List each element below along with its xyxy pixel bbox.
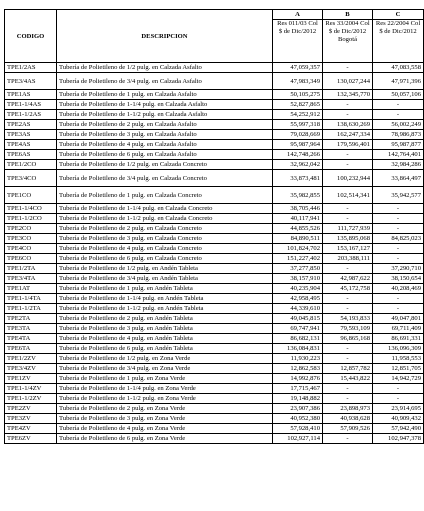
value-a-cell: 14,992,876 (273, 374, 323, 384)
value-b-cell: - (323, 100, 373, 110)
code-cell: TPE4CO (5, 244, 57, 254)
description-cell: Tubería de Polietileno de 6 pulg. en Andén Tableta (57, 344, 273, 354)
description-cell: Tubería de Polietileno de 4 pulg. en Andén Tableta (57, 334, 273, 344)
description-cell: Tubería de Polietileno de 1 pulg. en Calzada Asfalto (57, 90, 273, 100)
table-row (5, 204, 424, 214)
price-table-sheet (4, 9, 423, 444)
code-cell: TPE3AS (5, 130, 57, 140)
value-b-cell: 100,232,944 (323, 170, 373, 187)
column-c-letter: C (373, 10, 424, 20)
table-row (5, 434, 424, 444)
code-cell: TPE2CO (5, 224, 57, 234)
value-a-cell: 136,084,831 (273, 344, 323, 354)
table-row (5, 394, 424, 404)
value-b-cell: - (323, 214, 373, 224)
value-c-cell: 37,290,710 (373, 264, 424, 274)
value-a-cell: 54,252,912 (273, 110, 323, 120)
table-row (5, 334, 424, 344)
code-cell: TPE6TA (5, 344, 57, 354)
value-b-cell: - (323, 110, 373, 120)
value-c-cell: 57,942,490 (373, 424, 424, 434)
value-b-cell: 12,857,782 (323, 364, 373, 374)
value-a-cell: 55,997,318 (273, 120, 323, 130)
description-cell: Tubería de Polietileno de 4 pulg. en Calzada Concreto (57, 244, 273, 254)
value-a-cell: 50,105,275 (273, 90, 323, 100)
value-a-cell: 79,028,669 (273, 130, 323, 140)
description-cell: Tubería de Polietileno de 6 pulg. en Calzada Concreto (57, 254, 273, 264)
description-cell: Tubería de Polietileno de 3 pulg. en Calzada Asfalto (57, 130, 273, 140)
code-cell: TPE1/2AS (5, 63, 57, 73)
code-cell: TPE2TA (5, 314, 57, 324)
value-a-cell: 37,277,850 (273, 264, 323, 274)
code-cell: TPE1-1/4CO (5, 204, 57, 214)
value-b-cell: - (323, 150, 373, 160)
description-cell: Tubería de Polietileno de 3/4 pulg. en Calzada Asfalto (57, 73, 273, 90)
code-cell: TPE1AT (5, 284, 57, 294)
description-cell: Tubería de Polietileno de 3/4 pulg. en Zona Verde (57, 364, 273, 374)
value-a-cell: 102,927,114 (273, 434, 323, 444)
table-row (5, 73, 424, 90)
table-row (5, 284, 424, 294)
code-cell: TPE3/4AS (5, 73, 57, 90)
table-row (5, 424, 424, 434)
value-b-cell: - (323, 160, 373, 170)
description-cell: Tubería de Polietileno de 3 pulg. en Calzada Concreto (57, 234, 273, 244)
code-cell: TPE1/2TA (5, 264, 57, 274)
value-c-cell: 47,971,396 (373, 73, 424, 90)
code-cell: TPE2ZV (5, 404, 57, 414)
value-a-cell: 35,982,855 (273, 187, 323, 204)
value-a-cell: 40,952,380 (273, 414, 323, 424)
description-cell: Tubería de Polietileno de 2 pulg. en Andén Tableta (57, 314, 273, 324)
value-c-cell: 50,057,106 (373, 90, 424, 100)
description-cell: Tubería de Polietileno de 1-1/4 pulg. en Calzada Asfalto (57, 100, 273, 110)
value-c-cell: 11,958,553 (373, 354, 424, 364)
code-cell: TPE1ZV (5, 374, 57, 384)
value-c-cell: - (373, 214, 424, 224)
value-c-cell: 35,942,577 (373, 187, 424, 204)
table-row (5, 120, 424, 130)
value-c-cell: 56,002,249 (373, 120, 424, 130)
column-b-source: Res 33/2004 Col $ de Dic/2012 Bogotá (323, 20, 373, 63)
value-c-cell: 86,691,331 (373, 334, 424, 344)
description-cell: Tubería de Polietileno de 1-1/2 pulg. en Calzada Concreto (57, 214, 273, 224)
description-cell: Tubería de Polietileno de 1/2 pulg. en Calzada Asfalto (57, 63, 273, 73)
code-cell: TPE1AS (5, 90, 57, 100)
value-a-cell: 40,117,941 (273, 214, 323, 224)
table-row (5, 344, 424, 354)
code-cell: TPE1-1/2AS (5, 110, 57, 120)
code-cell: TPE1-1/4TA (5, 294, 57, 304)
description-cell: Tubería de Polietileno de 3/4 pulg. en Calzada Concreto (57, 170, 273, 187)
code-cell: TPE4TA (5, 334, 57, 344)
code-cell: TPE6CO (5, 254, 57, 264)
table-row (5, 90, 424, 100)
value-c-cell: 84,825,023 (373, 234, 424, 244)
value-b-cell: 57,909,526 (323, 424, 373, 434)
table-row (5, 63, 424, 73)
value-b-cell: 132,345,770 (323, 90, 373, 100)
value-a-cell: 33,873,481 (273, 170, 323, 187)
code-cell: TPE1/2ZV (5, 354, 57, 364)
value-b-cell: 135,895,068 (323, 234, 373, 244)
table-row (5, 160, 424, 170)
value-c-cell: 69,711,409 (373, 324, 424, 334)
value-b-cell: - (323, 264, 373, 274)
table-row (5, 224, 424, 234)
table-row (5, 304, 424, 314)
description-cell: Tubería de Polietileno de 1/2 pulg. en Zona Verde (57, 354, 273, 364)
code-cell: TPE6ZV (5, 434, 57, 444)
value-b-cell: 23,898,973 (323, 404, 373, 414)
code-cell: TPE6AS (5, 150, 57, 160)
table-row (5, 364, 424, 374)
value-a-cell: 32,962,042 (273, 160, 323, 170)
value-c-cell: 95,987,877 (373, 140, 424, 150)
value-a-cell: 19,148,882 (273, 394, 323, 404)
value-c-cell: 32,984,286 (373, 160, 424, 170)
value-a-cell: 38,157,910 (273, 274, 323, 284)
description-cell: Tubería de Polietileno de 3 pulg. en Zona Verde (57, 414, 273, 424)
description-cell: Tubería de Polietileno de 1 pulg. en Andén Tableta (57, 284, 273, 294)
value-b-cell: - (323, 294, 373, 304)
code-cell: TPE3/4CO (5, 170, 57, 187)
value-b-cell: 203,388,111 (323, 254, 373, 264)
value-c-cell: - (373, 394, 424, 404)
code-cell: TPE1-1/4ZV (5, 384, 57, 394)
value-c-cell: 12,851,705 (373, 364, 424, 374)
table-row (5, 414, 424, 424)
value-a-cell: 69,747,941 (273, 324, 323, 334)
value-c-cell: - (373, 244, 424, 254)
value-c-cell: 14,942,729 (373, 374, 424, 384)
value-c-cell: 78,986,873 (373, 130, 424, 140)
code-cell: TPE1-1/2CO (5, 214, 57, 224)
value-b-cell: - (323, 304, 373, 314)
code-cell: TPE1-1/2TA (5, 304, 57, 314)
value-c-cell: 38,150,654 (373, 274, 424, 284)
description-cell: Tubería de Polietileno de 1-1/2 pulg. en Calzada Asfalto (57, 110, 273, 120)
code-cell: TPE3ZV (5, 414, 57, 424)
value-b-cell: 40,938,628 (323, 414, 373, 424)
column-a-source: Res 011/03 Col $ de Dic/2012 (273, 20, 323, 63)
value-a-cell: 84,890,511 (273, 234, 323, 244)
value-a-cell: 86,682,131 (273, 334, 323, 344)
code-cell: TPE1/2CO (5, 160, 57, 170)
table-row (5, 324, 424, 334)
description-cell: Tubería de Polietileno de 2 pulg. en Zona Verde (57, 404, 273, 414)
value-a-cell: 49,045,815 (273, 314, 323, 324)
value-b-cell: - (323, 384, 373, 394)
column-c-source: Res 22/2004 Col $ de Dic/2012 (373, 20, 424, 63)
value-a-cell: 44,855,526 (273, 224, 323, 234)
code-cell: TPE3/4ZV (5, 364, 57, 374)
code-cell: TPE4ZV (5, 424, 57, 434)
column-a-letter: A (273, 10, 323, 20)
description-cell: Tubería de Polietileno de 1-1/2 pulg. en Zona Verde (57, 394, 273, 404)
column-b-letter: B (323, 10, 373, 20)
value-c-cell: 40,909,432 (373, 414, 424, 424)
table-row (5, 274, 424, 284)
code-cell: TPE2AS (5, 120, 57, 130)
table-row (5, 314, 424, 324)
value-b-cell: 130,027,244 (323, 73, 373, 90)
code-cell: TPE1CO (5, 187, 57, 204)
table-row (5, 254, 424, 264)
value-b-cell: 111,727,939 (323, 224, 373, 234)
code-cell: TPE1-1/2ZV (5, 394, 57, 404)
value-b-cell: 79,593,109 (323, 324, 373, 334)
value-a-cell: 40,235,904 (273, 284, 323, 294)
table-row (5, 374, 424, 384)
table-row (5, 234, 424, 244)
value-a-cell: 151,227,402 (273, 254, 323, 264)
value-c-cell: - (373, 294, 424, 304)
value-a-cell: 12,862,583 (273, 364, 323, 374)
value-c-cell: 142,764,401 (373, 150, 424, 160)
code-cell: TPE3TA (5, 324, 57, 334)
value-a-cell: 44,339,610 (273, 304, 323, 314)
value-c-cell: - (373, 384, 424, 394)
description-cell: Tubería de Polietileno de 4 pulg. en Zona Verde (57, 424, 273, 434)
table-row (5, 110, 424, 120)
value-c-cell: 136,096,309 (373, 344, 424, 354)
code-column-header: CODIGO (5, 10, 57, 63)
value-b-cell: - (323, 63, 373, 73)
table-row (5, 384, 424, 394)
table-row (5, 244, 424, 254)
value-b-cell: - (323, 394, 373, 404)
code-cell: TPE1-1/4AS (5, 100, 57, 110)
table-row (5, 170, 424, 187)
description-column-header: DESCRIPCION (57, 10, 273, 63)
table-row (5, 294, 424, 304)
table-row (5, 150, 424, 160)
description-cell: Tubería de Polietileno de 2 pulg. en Calzada Asfalto (57, 120, 273, 130)
description-cell: Tubería de Polietileno de 1-1/4 pulg. en Andén Tableta (57, 294, 273, 304)
table-row (5, 130, 424, 140)
value-c-cell: - (373, 204, 424, 214)
value-b-cell: 96,865,168 (323, 334, 373, 344)
value-a-cell: 57,928,410 (273, 424, 323, 434)
header-row-letters (5, 10, 424, 20)
value-a-cell: 52,827,865 (273, 100, 323, 110)
value-c-cell: 49,047,801 (373, 314, 424, 324)
value-a-cell: 95,987,964 (273, 140, 323, 150)
description-cell: Tubería de Polietileno de 1-1/4 pulg. en Zona Verde (57, 384, 273, 394)
value-b-cell: 15,443,822 (323, 374, 373, 384)
value-a-cell: 23,907,386 (273, 404, 323, 414)
description-cell: Tubería de Polietileno de 1-1/4 pulg. en Calzada Concreto (57, 204, 273, 214)
table-row (5, 140, 424, 150)
description-cell: Tubería de Polietileno de 1 pulg. en Calzada Concreto (57, 187, 273, 204)
value-b-cell: - (323, 434, 373, 444)
value-b-cell: 42,987,622 (323, 274, 373, 284)
value-a-cell: 42,958,495 (273, 294, 323, 304)
value-b-cell: 102,514,341 (323, 187, 373, 204)
value-b-cell: 54,193,833 (323, 314, 373, 324)
price-table (4, 9, 424, 444)
value-c-cell: - (373, 110, 424, 120)
table-row (5, 264, 424, 274)
table-row (5, 354, 424, 364)
value-a-cell: 101,824,702 (273, 244, 323, 254)
value-c-cell: - (373, 224, 424, 234)
value-c-cell: - (373, 254, 424, 264)
description-cell: Tubería de Polietileno de 3 pulg. en Andén Tableta (57, 324, 273, 334)
value-a-cell: 11,930,223 (273, 354, 323, 364)
description-cell: Tubería de Polietileno de 1/2 pulg. en Calzada Concreto (57, 160, 273, 170)
description-cell: Tubería de Polietileno de 4 pulg. en Calzada Asfalto (57, 140, 273, 150)
code-cell: TPE3CO (5, 234, 57, 244)
value-c-cell: 33,864,497 (373, 170, 424, 187)
value-b-cell: 162,247,334 (323, 130, 373, 140)
value-c-cell: - (373, 304, 424, 314)
value-c-cell: 47,083,558 (373, 63, 424, 73)
description-cell: Tubería de Polietileno de 6 pulg. en Calzada Asfalto (57, 150, 273, 160)
value-a-cell: 17,715,467 (273, 384, 323, 394)
value-a-cell: 142,748,266 (273, 150, 323, 160)
description-cell: Tubería de Polietileno de 1-1/2 pulg. en Andén Tableta (57, 304, 273, 314)
value-b-cell: 153,167,127 (323, 244, 373, 254)
value-a-cell: 47,983,349 (273, 73, 323, 90)
value-a-cell: 38,705,446 (273, 204, 323, 214)
value-c-cell: 102,947,378 (373, 434, 424, 444)
description-cell: Tubería de Polietileno de 3/4 pulg. en Andén Tableta (57, 274, 273, 284)
value-b-cell: 45,172,758 (323, 284, 373, 294)
value-c-cell: 23,914,695 (373, 404, 424, 414)
code-cell: TPE4AS (5, 140, 57, 150)
description-cell: Tubería de Polietileno de 6 pulg. en Zona Verde (57, 434, 273, 444)
value-c-cell: - (373, 100, 424, 110)
value-b-cell: - (323, 344, 373, 354)
code-cell: TPE3/4TA (5, 274, 57, 284)
description-cell: Tubería de Polietileno de 1/2 pulg. en Andén Tableta (57, 264, 273, 274)
description-cell: Tubería de Polietileno de 2 pulg. en Calzada Concreto (57, 224, 273, 234)
value-b-cell: 179,596,401 (323, 140, 373, 150)
table-row (5, 187, 424, 204)
value-b-cell: 138,630,269 (323, 120, 373, 130)
value-a-cell: 47,059,357 (273, 63, 323, 73)
table-row (5, 214, 424, 224)
value-b-cell: - (323, 204, 373, 214)
table-row (5, 100, 424, 110)
price-table-body (5, 10, 424, 444)
table-row (5, 404, 424, 414)
description-cell: Tubería de Polietileno de 1 pulg. en Zona Verde (57, 374, 273, 384)
value-c-cell: 40,208,469 (373, 284, 424, 294)
value-b-cell: - (323, 354, 373, 364)
